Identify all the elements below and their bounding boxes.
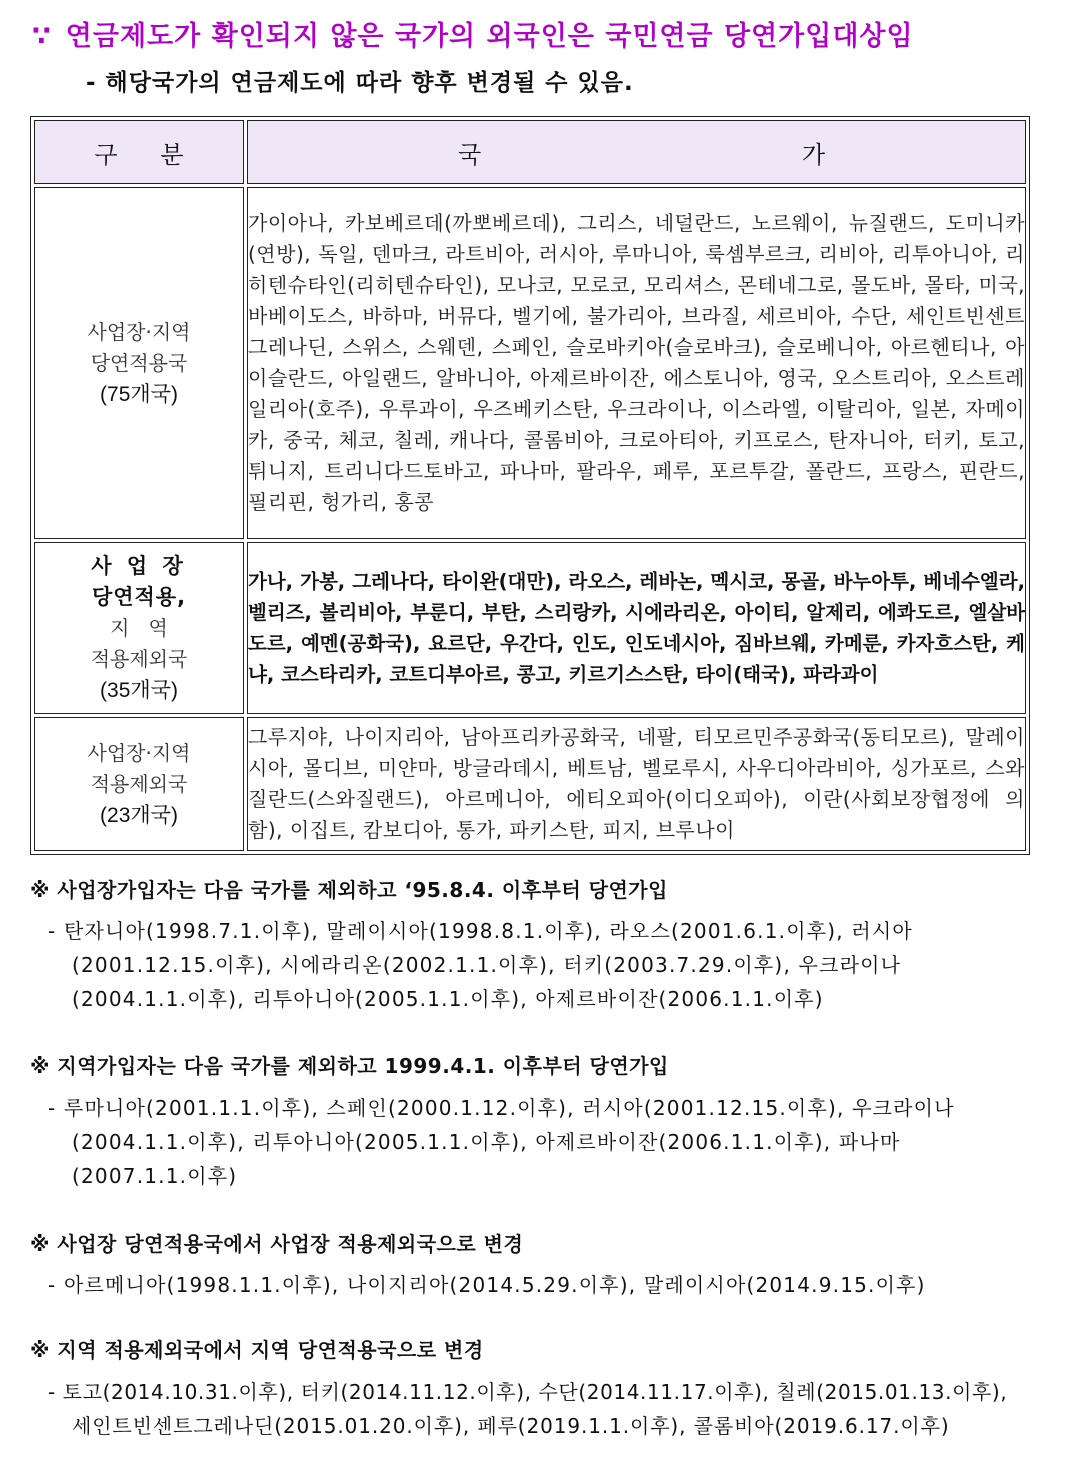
table-header-row <box>34 120 1026 184</box>
note-line: (2004.1.1.이후), 리투아니아(2005.1.1.이후), 아제르바이잔(2006.1.1.이후) <box>72 987 824 1011</box>
category-cell: 사업장·지역 당연적용국 (75개국) <box>34 187 244 539</box>
table-row <box>34 187 1026 539</box>
note-body <box>48 914 1038 1016</box>
table-row <box>34 542 1026 714</box>
headline <box>32 14 1052 53</box>
note-line: - 탄자니아(1998.7.1.이후), 말레이시아(1998.8.1.이후), 라오스(2001.6.1.이후), 러시아 <box>48 919 913 943</box>
note-title: ※ 사업장가입자는 다음 국가를 제외하고 ‘95.8.4. 이후부터 당연가입 <box>30 878 668 902</box>
note-title: ※ 지역 적용제외국에서 지역 당연적용국으로 변경 <box>30 1338 484 1362</box>
note-title: ※ 지역가입자는 다음 국가를 제외하고 1999.4.1. 이후부터 당연가입 <box>30 1054 669 1078</box>
note-line: - 토고(2014.10.31.이후), 터키(2014.11.12.이후), 수단(2014.11.17.이후), 칠레(2015.01.13.이후), <box>48 1380 1008 1404</box>
header-category: 구 분 <box>34 120 244 184</box>
header-countries: 국 가 <box>247 120 1026 184</box>
headline-text: 연금제도가 확인되지 않은 국가의 외국인은 국민연금 당연가입대상임 <box>65 21 914 52</box>
note-line: (2004.1.1.이후), 리투아니아(2005.1.1.이후), 아제르바이잔(2006.1.1.이후), 파나마 <box>72 1130 901 1154</box>
table-row <box>34 717 1026 851</box>
country-list: 가나, 가봉, 그레나다, 타이완(대만), 라오스, 레바논, 멕시코, 몽골, 바누아투, 베네수엘라, 벨리즈, 볼리비아, 부룬디, 부탄, 스리랑카, 시에라리온, 아이티, 알제리, 에콰도르, 엘살바도르, 예멘(공화국), 요르단, 우간다, 인도, 인도네시아, 짐바브웨, 카메룬, 카자흐스탄, 케냐, 코스타리카, 코트디부아르, 콩고, 키르기스스탄, 타이(태국), 파라과이 <box>247 542 1026 714</box>
category-cell: 사 업 장 당연적용, 지 역 적용제외국 (35개국) <box>34 542 244 714</box>
note-line: 세인트빈센트그레나딘(2015.01.20.이후), 페루(2019.1.1.이후), 콜롬비아(2019.6.17.이후) <box>72 1414 950 1438</box>
category-cell: 사업장·지역 적용제외국 (23개국) <box>34 717 244 851</box>
note-line: (2001.12.15.이후), 시에라리온(2002.1.1.이후), 터키(2003.7.29.이후), 우크라이나 <box>72 953 902 977</box>
note-line: - 아르메니아(1998.1.1.이후), 나이지리아(2014.5.29.이후), 말레이시아(2014.9.15.이후) <box>48 1273 926 1297</box>
note-title: ※ 사업장 당연적용국에서 사업장 적용제외국으로 변경 <box>30 1232 524 1256</box>
subtitle: - 해당국가의 연금제도에 따라 향후 변경될 수 있음. <box>86 70 634 96</box>
note-body <box>48 1091 1038 1193</box>
note-line: (2007.1.1.이후) <box>72 1164 238 1188</box>
country-list: 그루지야, 나이지리아, 남아프리카공화국, 네팔, 티모르민주공화국(동티모르), 말레이시아, 몰디브, 미얀마, 방글라데시, 베트남, 벨로루시, 사우디아라비아, 싱가포르, 스와질란드(스와질랜드), 아르메니아, 에티오피아(이디오피아), 이란(사회보장협정에 의함), 이집트, 캄보디아, 통가, 파키스탄, 피지, 브루나이 <box>247 717 1026 851</box>
country-table <box>30 116 1030 855</box>
country-list: 가이아나, 카보베르데(까뽀베르데), 그리스, 네덜란드, 노르웨이, 뉴질랜드, 도미니카(연방), 독일, 덴마크, 라트비아, 러시아, 루마니아, 룩셈부르크, 리비아, 리투아니아, 리히텐슈타인(리히텐슈타인), 모나코, 모로코, 모리셔스, 몬테네그로, 몰도바, 몰타, 미국, 바베이도스, 바하마, 버뮤다, 벨기에, 불가리아, 브라질, 세르비아, 수단, 세인트빈센트그레나딘, 스위스, 스웨덴, 스페인, 슬로바키아(슬로바크), 슬로베니아, 아르헨티나, 아이슬란드, 아일랜드, 알바니아, 아제르바이잔, 에스토니아, 영국, 오스트리아, 오스트레일리아(호주), 우루과이, 우즈베키스탄, 우크라이나, 이스라엘, 이탈리아, 일본, 자메이카, 중국, 체코, 칠레, 캐나다, 콜롬비아, 크로아티아, 키프로스, 탄자니아, 터키, 토고, 튀니지, 트리니다드토바고, 파나마, 팔라우, 페루, 포르투갈, 폴란드, 프랑스, 핀란드, 필리핀, 헝가리, 홍콩 <box>247 187 1026 539</box>
bullet-icon: ∵ <box>32 21 52 52</box>
note-body <box>48 1268 1038 1302</box>
note-line: - 루마니아(2001.1.1.이후), 스페인(2000.1.12.이후), 러시아(2001.12.15.이후), 우크라이나 <box>48 1096 955 1120</box>
note-body <box>48 1375 1038 1443</box>
